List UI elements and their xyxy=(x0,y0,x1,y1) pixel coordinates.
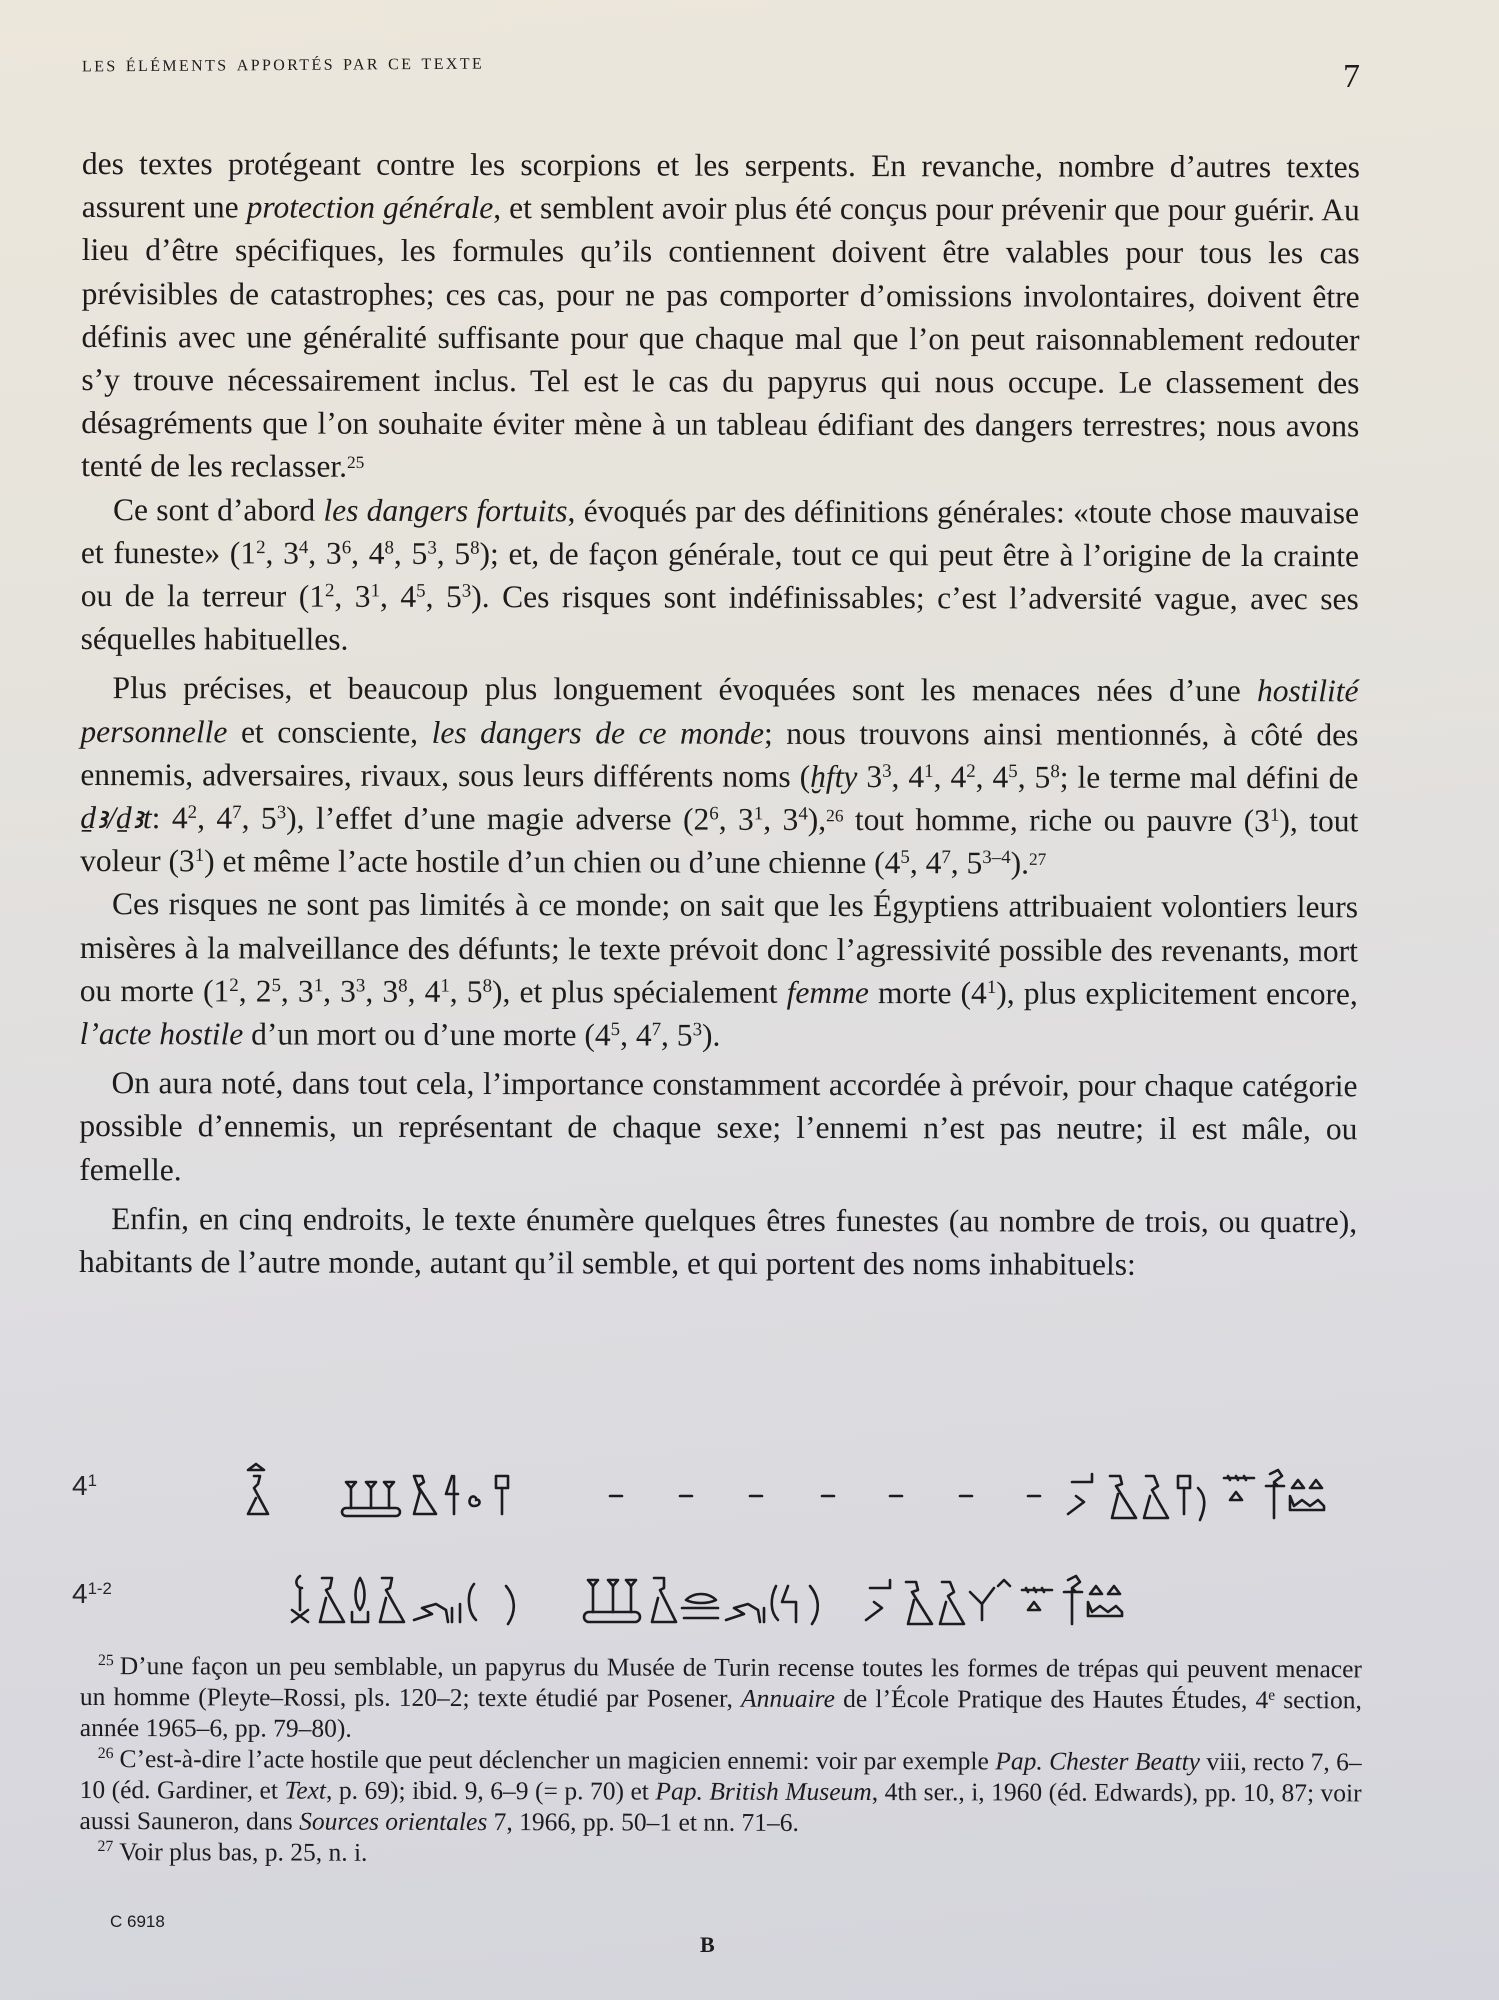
text-run: , 3 xyxy=(308,535,342,571)
line-ref-superscript: 3 xyxy=(355,975,366,997)
text-run: , 4 xyxy=(620,1017,652,1053)
text-run: Ces risques ne sont pas limités à ce monde; on sait que les Égyptiens attribuaient volontiers leurs misères à la malveillance des défunts; le texte prévoit donc l’agressivité possible des revenants, mort ou morte (1 xyxy=(79,886,1359,1009)
text-run: C’est-à-dire l’acte hostile que peut déclencher un magicien ennemi: voir par exemple xyxy=(119,1744,996,1776)
text-run: 3 xyxy=(857,758,883,794)
line-ref-superscript: 8 xyxy=(470,537,480,559)
paragraph xyxy=(79,1197,1357,1287)
line-ref-superscript: 4 xyxy=(298,537,309,559)
text-run: , 3 xyxy=(718,801,754,837)
text-run: et consciente, xyxy=(227,714,432,750)
line-ref-superscript: 3 xyxy=(692,1019,703,1041)
text-run: ), l’effet d’une magie adverse (2 xyxy=(286,800,710,837)
line-ref-superscript: 2 xyxy=(187,801,198,823)
text-run: d’un mort ou d’une morte (4 xyxy=(243,1016,611,1053)
italic-text: Pap. British Museum xyxy=(655,1776,872,1807)
text-run: D’une façon un peu semblable, un papyrus du Musée de Turin recense toutes les formes de trépas qui peuvent menacer un homme (Pleyte–Rossi, pls. 120–2; texte étudié par Posener, xyxy=(79,1651,1362,1713)
text-run: section, année 1965–6, pp. 79–80). xyxy=(79,1685,1362,1743)
line-ref-superscript: 3 xyxy=(461,580,472,602)
line-ref-superscript: e xyxy=(1268,1686,1276,1704)
text-run: , 3 xyxy=(763,801,799,837)
text-run: , 3 xyxy=(265,535,299,571)
text-run: , 4 xyxy=(197,800,233,836)
text-run: des textes protégeant contre les scorpions et les serpents. En revanche, nombre d’autres textes assurent une xyxy=(81,145,1360,225)
footnote xyxy=(79,1836,1361,1870)
text-run: , 5 xyxy=(241,800,277,836)
text-run: 7, 1966, pp. 50–1 et nn. 71–6. xyxy=(487,1807,799,1837)
hieroglyph-drawing-icon xyxy=(170,1462,1430,1542)
text-run: Ce sont d’abord xyxy=(112,491,324,528)
text-run: : 4 xyxy=(151,800,188,836)
footnote xyxy=(80,1650,1362,1746)
footnote-number: 25 xyxy=(97,1652,114,1670)
italic-text: les dangers de ce monde xyxy=(431,714,765,751)
text-run: , 4 xyxy=(380,578,417,614)
text-run: Voir plus bas, p. 25, n. i. xyxy=(119,1837,368,1867)
line-ref-superscript: 5 xyxy=(900,847,910,869)
footnote-reference[interactable]: 25 xyxy=(347,453,365,473)
footnote-number: 27 xyxy=(97,1838,114,1856)
text-run: ), xyxy=(807,801,827,837)
footnote-reference[interactable]: 27 xyxy=(1029,850,1047,870)
italic-text: l’acte hostile xyxy=(79,1016,244,1052)
line-ref-superscript: 1 xyxy=(194,845,205,867)
text-run: ). xyxy=(701,1017,721,1053)
text-run: , 3 xyxy=(280,973,314,1009)
text-run: , 5 xyxy=(393,535,428,571)
paragraph xyxy=(81,488,1359,664)
text-run: Enfin, en cinq endroits, le texte énumère quelques êtres funestes (au nombre de trois, ou quatre), habitants de l’autre monde, autant qu’il semble, et qui portent des noms inhabituels: xyxy=(79,1200,1358,1282)
text-run: , 4 xyxy=(909,845,942,881)
line-ref-superscript: 5 xyxy=(416,580,426,602)
line-ref-superscript: 8 xyxy=(482,975,493,997)
line-reference: 4$^{1-2}$ xyxy=(72,1578,112,1609)
text-run: , 5 xyxy=(436,535,471,571)
italic-text: les dangers fortuits xyxy=(323,492,568,528)
paragraph xyxy=(80,666,1359,885)
text-run: ; le terme mal défini de xyxy=(1059,759,1359,796)
text-run: , 2 xyxy=(238,973,272,1009)
line-ref-superscript: 5 xyxy=(1008,760,1018,782)
text-run: , 5 xyxy=(425,578,462,615)
text-run: tout homme, riche ou pauvre (3 xyxy=(843,802,1271,839)
text-run: morte (4 xyxy=(868,974,987,1011)
line-ref-superscript: 1 xyxy=(924,760,934,782)
line-ref-superscript: 4 xyxy=(798,803,808,825)
line-ref-superscript: 1 xyxy=(370,580,381,602)
running-head: les éléments apportés par ce texte xyxy=(81,48,485,77)
line-ref-superscript: 1 xyxy=(1269,804,1280,826)
hieroglyph-line xyxy=(70,1462,1360,1542)
footnote xyxy=(80,1743,1362,1839)
text-run: , évoqués par des définitions générales: «toute chose mauvaise et funeste» (1 xyxy=(80,492,1360,571)
text-run: , et semblent avoir plus été conçus pour prévenir que pour guérir. Au lieu d’être spécifiques, les formules qu’ils contiennent doivent être valables pour tous les cas prévisibles de catastrophes; ces cas, pour ne pas comporter d’omissions involontaires, doivent être définis avec une généralité suffisante pour que chaque mal que l’on peut raisonnablement redouter s’y trouve nécessairement inclus. Tel est le cas du papyrus qui nous occupe. Le classement des désagréments que l’on souhaite éviter mène à un tableau édifiant des dangers terrestres; nous avons tenté de les reclasser. xyxy=(81,190,1360,485)
italic-text: Sources orientales xyxy=(299,1806,488,1837)
text-run: ), et plus spécialement xyxy=(491,973,787,1010)
text-run: , 4 xyxy=(407,973,441,1009)
line-ref-superscript: 3 xyxy=(882,760,892,782)
hieroglyph-line xyxy=(70,1570,1360,1650)
italic-text: protection générale xyxy=(246,189,494,226)
text-run: , 3 xyxy=(365,973,399,1009)
text-run: , 3 xyxy=(334,578,371,614)
line-ref-superscript: 6 xyxy=(709,803,719,825)
footnote-number: 26 xyxy=(97,1745,114,1763)
printer-signature: C 6918 xyxy=(110,1912,165,1931)
text-run: , 3 xyxy=(323,973,356,1009)
line-ref-superscript: 1 xyxy=(753,803,764,825)
text-run: , 5 xyxy=(661,1017,693,1053)
italic-text: Pap. Chester Beatty xyxy=(995,1746,1201,1776)
line-ref-superscript: 3 xyxy=(427,537,437,559)
text-run: , 5 xyxy=(950,845,983,881)
italic-text: ḏꜣ/ḏꜣt xyxy=(80,800,152,836)
italic-text: Annuaire xyxy=(740,1683,836,1713)
text-run: , 4 xyxy=(975,759,1009,795)
line-ref-superscript: 7 xyxy=(651,1019,662,1041)
line-ref-superscript: 5 xyxy=(610,1019,621,1041)
text-run: , 4 xyxy=(891,758,925,795)
text-run: Plus précises, et beaucoup plus longuement évoquées sont les menaces nées d’une xyxy=(112,670,1258,709)
line-ref-superscript: 3 xyxy=(276,802,287,824)
line-reference: $4^1$ xyxy=(72,1470,97,1501)
paragraph xyxy=(79,1061,1357,1194)
line-ref-superscript: 8 xyxy=(398,975,408,997)
italic-text: hostilité personnelle xyxy=(80,673,1359,750)
line-ref-superscript: 1 xyxy=(440,975,450,997)
italic-text: Text xyxy=(284,1775,327,1805)
text-run: , 5 xyxy=(1017,759,1051,795)
hieroglyph-drawing-icon xyxy=(170,1570,1430,1650)
line-ref-superscript: 1 xyxy=(313,975,324,997)
text-run: , p. 69); ibid. 9, 6–9 (= p. 70) et xyxy=(325,1775,656,1806)
footnote-reference[interactable]: 26 xyxy=(826,806,844,826)
main-text xyxy=(79,142,1360,1287)
paragraph xyxy=(80,882,1358,1058)
line-ref-superscript: 7 xyxy=(941,847,951,869)
paragraph xyxy=(81,142,1360,491)
text-run: , 4 xyxy=(351,535,385,571)
text-run: viii, recto 7, 6–10 (éd. Gardiner, et xyxy=(79,1746,1362,1805)
italic-text: femme xyxy=(786,974,869,1010)
line-ref-superscript: 6 xyxy=(341,537,352,559)
text-run: ), plus explicitement encore, xyxy=(996,975,1358,1012)
line-ref-superscript: 3–4 xyxy=(982,847,1011,869)
gathering-mark: B xyxy=(700,1932,715,1957)
italic-text: ḫfty xyxy=(810,758,858,794)
line-ref-superscript: 1 xyxy=(986,976,997,998)
line-ref-superscript: 2 xyxy=(324,580,335,602)
text-run: ) et même l’acte hostile d’un chien ou d’une chienne (4 xyxy=(204,843,901,881)
line-ref-superscript: 8 xyxy=(384,537,394,559)
line-ref-superscript: 2 xyxy=(229,974,239,996)
text-run: , 4th ser., i, 1960 (éd. Edwards), pp. 10, 87; voir aussi Sauneron, dans xyxy=(79,1777,1362,1836)
page-number: 7 xyxy=(1343,58,1360,95)
text-run: ; nous trouvons ainsi mentionnés, à côté des ennemis, adversaires, rivaux, sous leurs différents noms ( xyxy=(80,715,1359,794)
text-run: , 4 xyxy=(933,759,967,795)
text-run: , 5 xyxy=(449,973,483,1009)
text-run: ), tout voleur (3 xyxy=(80,803,1359,879)
text-run: ). Ces risques sont indéfinissables; c’est l’adversité vague, avec ses séquelles habituelles. xyxy=(80,579,1359,657)
text-run: ). xyxy=(1010,845,1030,881)
text-run: On aura noté, dans tout cela, l’importance constamment accordée à prévoir, pour chaque catégorie possible d’ennemis, un représentant de chaque sexe; l’ennemi n’est pas neutre; il est mâle, ou femelle. xyxy=(79,1065,1358,1187)
line-ref-superscript: 5 xyxy=(271,974,281,996)
line-ref-superscript: 8 xyxy=(1050,760,1060,783)
text-run: de l’École Pratique des Hautes Études, 4 xyxy=(834,1683,1269,1715)
text-run: ); et, de façon générale, tout ce qui peut être à l’origine de la crainte ou de la terreur (1 xyxy=(80,535,1360,614)
footnotes xyxy=(79,1650,1362,1870)
line-ref-superscript: 7 xyxy=(232,802,242,824)
line-ref-superscript: 2 xyxy=(966,760,976,782)
line-ref-superscript: 2 xyxy=(256,536,266,558)
